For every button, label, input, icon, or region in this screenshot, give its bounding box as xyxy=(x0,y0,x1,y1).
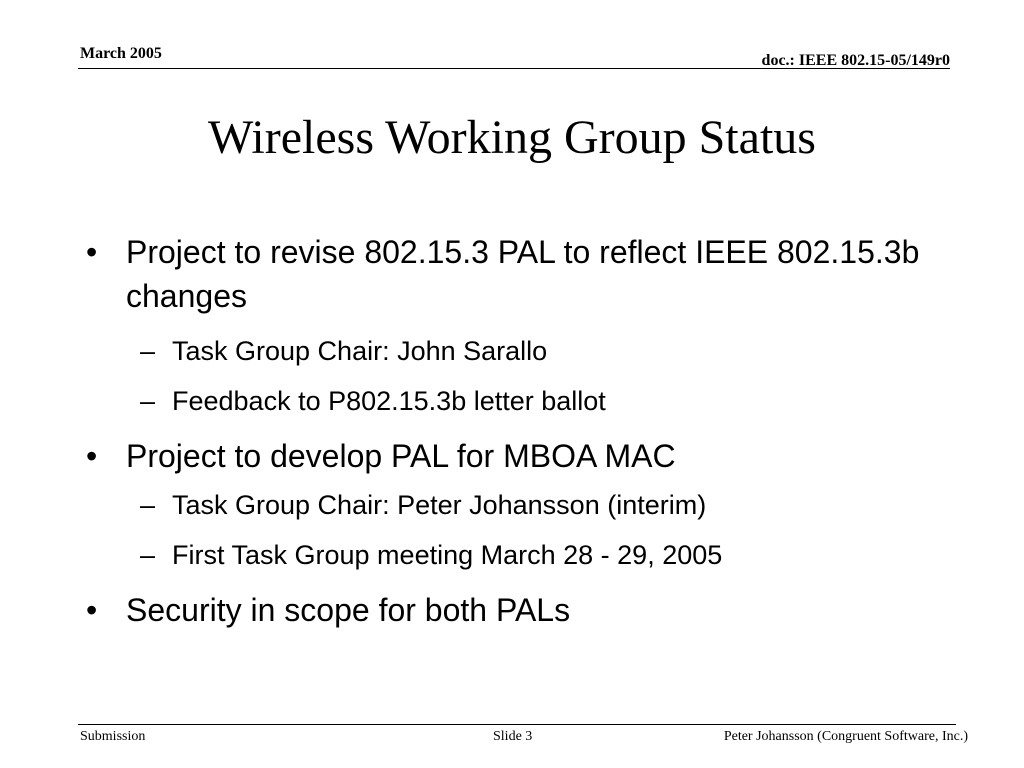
sub-bullet-text: Task Group Chair: John Sarallo xyxy=(172,336,548,366)
bullet-marker: • xyxy=(86,592,98,628)
footer-divider xyxy=(78,724,956,725)
footer-slide-number: Slide 3 xyxy=(493,729,533,744)
slide-title: Wireless Working Group Status xyxy=(208,111,816,164)
bullet-item xyxy=(86,434,946,478)
header-doc-id: doc.: IEEE 802.15-05/149r0 xyxy=(761,52,950,69)
sub-bullet-item xyxy=(140,538,940,572)
bullet-item xyxy=(86,230,946,318)
sub-bullet-marker: – xyxy=(140,540,156,570)
header-divider xyxy=(78,68,950,69)
footer-author: Peter Johansson (Congruent Software, Inc.) xyxy=(723,729,968,744)
bullet-marker: • xyxy=(86,234,98,270)
sub-bullet-text: Feedback to P802.15.3b letter ballot xyxy=(172,386,606,416)
bullet-text: Project to develop PAL for MBOA MAC xyxy=(126,438,676,474)
sub-bullet-marker: – xyxy=(140,336,156,366)
sub-bullet-item xyxy=(140,384,940,418)
sub-bullet-marker: – xyxy=(140,386,156,416)
sub-bullet-item xyxy=(140,334,940,368)
bullet-text: Security in scope for both PALs xyxy=(126,592,571,628)
sub-bullet-marker: – xyxy=(140,490,156,520)
sub-bullet-item xyxy=(140,488,940,522)
bullet-item xyxy=(86,588,946,632)
header-date: March 2005 xyxy=(80,45,162,62)
sub-bullet-text: First Task Group meeting March 28 - 29, 2005 xyxy=(172,540,723,570)
bullet-text: Project to revise 802.15.3 PAL to reflect IEEE 802.15.3b changes xyxy=(126,234,920,314)
bullet-marker: • xyxy=(86,438,98,474)
footer-submission: Submission xyxy=(80,729,146,744)
sub-bullet-text: Task Group Chair: Peter Johansson (interim) xyxy=(172,490,707,520)
